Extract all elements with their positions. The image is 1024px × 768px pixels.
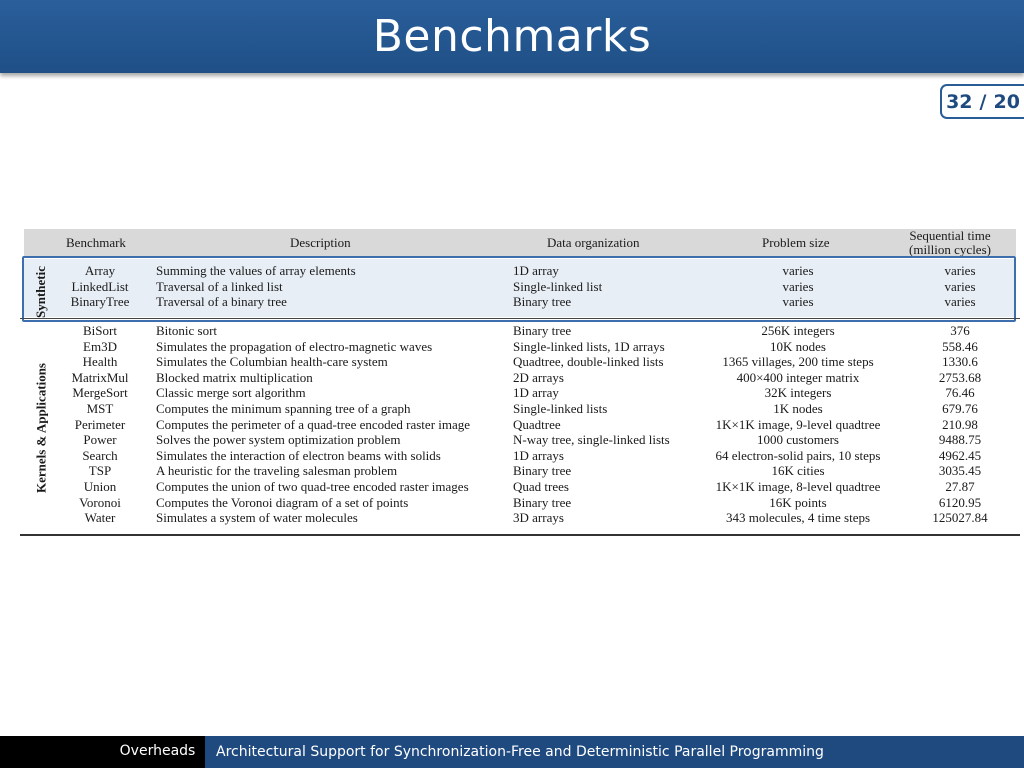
title-bar: [0, 0, 1024, 73]
table-row: [20, 339, 1020, 354]
cell-description: Traversal of a linked list: [156, 278, 283, 294]
page-counter: [940, 84, 1024, 119]
cell-description: Computes the perimeter of a quad-tree encoded raster image: [156, 416, 471, 432]
table-row: [20, 294, 1020, 309]
cell-sequential-time: 1330.6: [942, 354, 978, 370]
table-row: [20, 510, 1020, 525]
cell-sequential-time: 125027.84: [932, 510, 988, 526]
cell-benchmark: Union: [83, 479, 117, 494]
header-benchmark: Benchmark: [66, 235, 126, 250]
footer-talk-title: Architectural Support for Synchronization-Free and Deterministic Parallel Programming: [205, 736, 1024, 768]
cell-problem-size: 256K integers: [761, 323, 835, 338]
footer-section: Overheads: [119, 743, 196, 759]
table-row: [20, 401, 1020, 416]
cell-description: Blocked matrix multiplication: [156, 369, 313, 385]
cell-description: Classic merge sort algorithm: [156, 385, 306, 401]
cell-problem-size: 64 electron-solid pairs, 10 steps: [715, 447, 881, 463]
cell-benchmark: BiSort: [83, 323, 117, 338]
cell-description: Simulates a system of water molecules: [156, 510, 358, 526]
cell-sequential-time: varies: [944, 263, 976, 278]
cell-problem-size: 10K nodes: [770, 338, 826, 354]
cell-data-organization: Single-linked lists: [513, 401, 608, 416]
cell-problem-size: 1000 customers: [757, 432, 839, 448]
cell-sequential-time: 558.46: [942, 338, 978, 354]
page-current: 32: [946, 90, 973, 113]
cell-data-organization: Single-linked lists, 1D arrays: [513, 338, 665, 354]
cell-description: Computes the union of two quad-tree encoded raster images: [156, 479, 469, 494]
cell-benchmark: Em3D: [83, 338, 117, 354]
cell-problem-size: 1K×1K image, 8-level quadtree: [715, 479, 881, 494]
table-row: [20, 263, 1020, 278]
page-separator: /: [979, 90, 987, 113]
cell-problem-size: 16K cities: [771, 463, 825, 479]
cell-sequential-time: 9488.75: [938, 432, 982, 448]
cell-data-organization: Binary tree: [513, 463, 572, 479]
header-sequential-time: Sequential time (million cycles): [909, 229, 991, 256]
header-problem-size: Problem size: [762, 235, 830, 250]
table-row: [20, 417, 1020, 432]
cell-benchmark: Perimeter: [74, 416, 126, 432]
cell-benchmark: LinkedList: [71, 278, 129, 294]
cell-data-organization: Quadtree: [513, 416, 561, 432]
table-row: [20, 432, 1020, 447]
cell-benchmark: MergeSort: [72, 385, 128, 401]
cell-sequential-time: 376: [950, 323, 970, 338]
cell-benchmark: Health: [82, 354, 118, 370]
cell-problem-size: 16K points: [769, 494, 827, 510]
cell-sequential-time: 2753.68: [938, 369, 982, 385]
cell-data-organization: 3D arrays: [513, 510, 564, 526]
cell-benchmark: Water: [84, 510, 116, 526]
header-description: Description: [290, 235, 351, 250]
table-row: [20, 279, 1020, 294]
cell-benchmark: MatrixMul: [71, 369, 129, 385]
cell-description: Simulates the Columbian health-care system: [156, 354, 388, 370]
cell-data-organization: Binary tree: [513, 494, 572, 510]
cell-benchmark: BinaryTree: [70, 294, 130, 310]
benchmarks-table: [20, 229, 1020, 536]
group-label-synthetic: Synthetic: [33, 266, 48, 318]
cell-data-organization: Quadtree, double-linked lists: [513, 354, 664, 370]
cell-data-organization: 1D arrays: [513, 447, 564, 463]
cell-description: A heuristic for the traveling salesman problem: [156, 463, 398, 479]
slide-title: Benchmarks: [372, 11, 652, 62]
cell-problem-size: 1K×1K image, 9-level quadtree: [715, 416, 881, 432]
group-label-kernels-applications: Kernels & Applications: [33, 363, 49, 494]
cell-problem-size: varies: [782, 278, 814, 294]
page-total: 20: [993, 90, 1020, 113]
cell-benchmark: MST: [86, 401, 114, 416]
cell-problem-size: 400×400 integer matrix: [736, 369, 860, 385]
table-row: [20, 323, 1020, 338]
cell-benchmark: Search: [82, 447, 118, 463]
table-row: [20, 370, 1020, 385]
cell-data-organization: Single-linked list: [513, 278, 603, 294]
cell-problem-size: 343 molecules, 4 time steps: [725, 510, 871, 526]
cell-problem-size: 32K integers: [764, 385, 832, 401]
cell-description: Summing the values of array elements: [156, 263, 356, 278]
cell-problem-size: varies: [782, 263, 814, 278]
header-data-organization: Data organization: [547, 235, 640, 250]
footer: [0, 736, 1024, 768]
cell-description: Computes the Voronoi diagram of a set of points: [156, 494, 409, 510]
table-row: [20, 495, 1020, 510]
table-row: [20, 385, 1020, 400]
cell-description: Simulates the interaction of electron beams with solids: [156, 447, 441, 463]
cell-benchmark: Voronoi: [79, 494, 121, 510]
cell-description: Bitonic sort: [156, 323, 218, 338]
table-bottom-rule: [20, 534, 1020, 536]
cell-sequential-time: 4962.45: [938, 447, 982, 463]
cell-problem-size: 1365 villages, 200 time steps: [722, 354, 874, 370]
cell-benchmark: Array: [84, 263, 116, 278]
cell-benchmark: TSP: [88, 463, 112, 479]
table-row: [20, 463, 1020, 478]
cell-benchmark: Power: [83, 432, 117, 448]
cell-sequential-time: 3035.45: [938, 463, 982, 479]
table-header: [24, 229, 1016, 256]
cell-data-organization: 1D array: [513, 385, 559, 401]
cell-description: Simulates the propagation of electro-magnetic waves: [156, 338, 433, 354]
table-row: [20, 448, 1020, 463]
table-row: [20, 479, 1020, 494]
table-row: [20, 354, 1020, 369]
cell-sequential-time: 679.76: [942, 401, 978, 416]
cell-sequential-time: 76.46: [945, 385, 975, 401]
cell-description: Computes the minimum spanning tree of a graph: [156, 401, 411, 416]
cell-data-organization: Binary tree: [513, 323, 572, 338]
group-divider: [20, 318, 1020, 319]
cell-sequential-time: 27.87: [945, 479, 975, 494]
cell-data-organization: 1D array: [513, 263, 559, 278]
cell-sequential-time: varies: [944, 278, 976, 294]
cell-sequential-time: 210.98: [942, 416, 978, 432]
cell-sequential-time: 6120.95: [938, 494, 982, 510]
cell-description: Traversal of a binary tree: [156, 294, 287, 310]
cell-problem-size: varies: [782, 294, 814, 310]
cell-data-organization: Quad trees: [513, 479, 569, 494]
cell-problem-size: 1K nodes: [773, 401, 823, 416]
cell-data-organization: Binary tree: [513, 294, 572, 310]
cell-description: Solves the power system optimization problem: [156, 432, 401, 448]
cell-data-organization: N-way tree, single-linked lists: [513, 432, 670, 448]
cell-sequential-time: varies: [944, 294, 976, 310]
cell-data-organization: 2D arrays: [513, 369, 564, 385]
